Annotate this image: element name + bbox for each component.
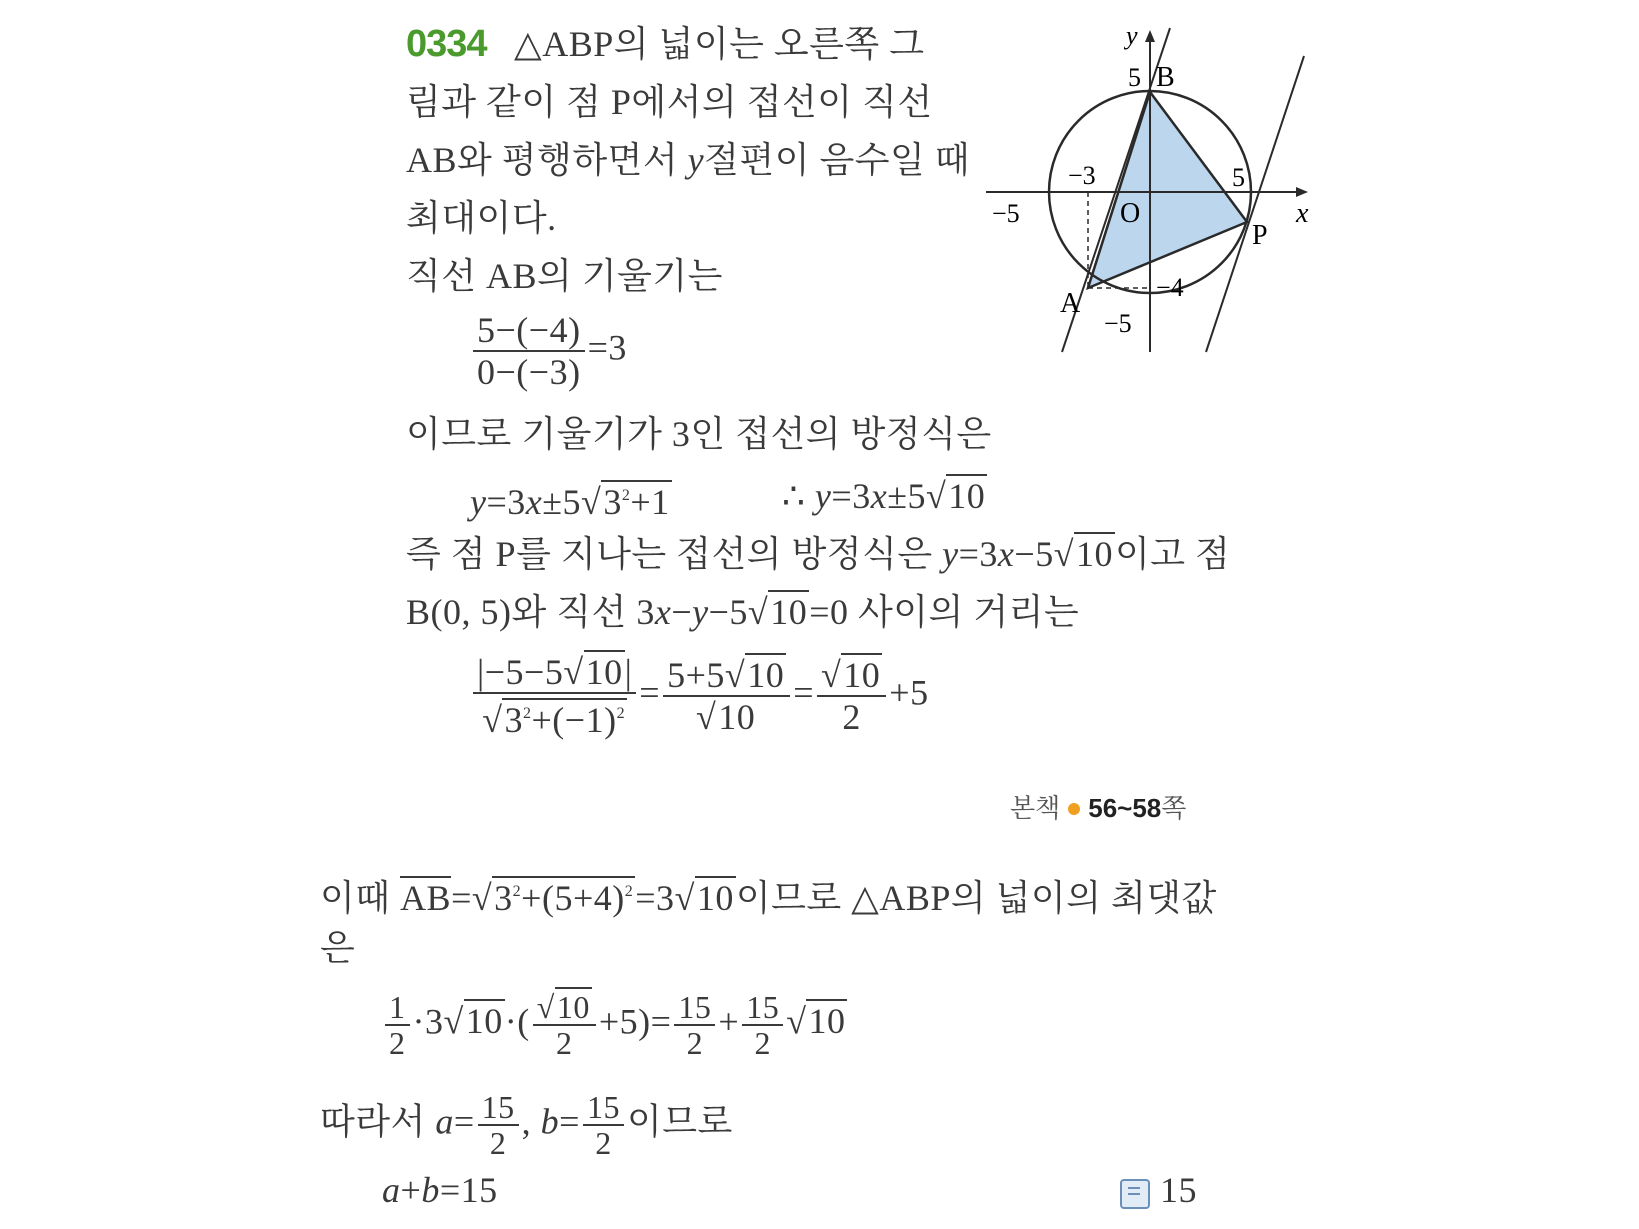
distance-fraction-3: $\frac{√10}{2}$ <box>817 655 886 737</box>
answer-value: 15 <box>1160 1170 1197 1210</box>
tick-x-neg5: −5 <box>992 199 1020 228</box>
problem-line-1 <box>406 24 924 64</box>
problem-line-2: 림과 같이 점 P에서의 접선이 직선 <box>406 82 933 122</box>
answer <box>1120 1170 1197 1210</box>
tick-neg3: −3 <box>1068 161 1096 190</box>
distance-intro: B(0, 5)와 직선 3x−y−5√10=0 사이의 거리는 <box>406 592 1080 632</box>
axis-x-label: x <box>1296 198 1309 229</box>
ab-length-line: 이때 $AB=√3^2+(5+4)^2=3√10$이므로 △ABP의 넓이의 최댓값 <box>320 878 1217 918</box>
distance-fraction-1: $\frac{|-5-5√10|}{√3^2+(-1)^2}$ <box>473 652 636 740</box>
point-b-label: B <box>1156 62 1175 93</box>
problem-line-4: 최대이다. <box>406 198 557 238</box>
axis-y-label: y <box>1126 22 1138 50</box>
intro-text: △ABP의 넓이는 오른쪽 그 <box>514 24 925 64</box>
slope-fraction: $\frac{5-(-4)}{0-(-3)}$ <box>473 310 585 392</box>
point-p-label: P <box>1252 220 1268 251</box>
slope-equation: $\frac{5-(-4)}{0-(-3)}$ =3 <box>470 310 627 392</box>
problem-line-3: AB와 평행하면서 y절편이 음수일 때 <box>406 140 971 180</box>
slope-intro: 직선 AB의 기울기는 <box>406 256 723 296</box>
tick-x-5: 5 <box>1232 163 1245 192</box>
circle-graph <box>980 22 1320 362</box>
x-axis-arrow-icon <box>1296 187 1308 197</box>
distance-equation: $\frac{|-5-5√10|}{√3^2+(-1)^2}$ = $\frac{5+5√10}{√10}$ = $\frac{√10}{2}$ +5 <box>470 652 929 740</box>
orange-dot-icon <box>1068 803 1080 815</box>
tangent-result: ∴ y=3x±5√10 <box>782 476 986 516</box>
area-equation: $\frac{1}{2}$ ·3√10·( $\frac{√10}{2}$ +5)= $\frac{15}{2}$ + $\frac{15}{2}$ √10 <box>382 990 847 1060</box>
conclusion-line: 따라서 a= $\frac{15}{2}$ , b= $\frac{15}{2}$ 이므로 <box>320 1089 733 1161</box>
tangent-equation: $y=3x\pm 5√3^2+1$ <box>470 482 670 522</box>
distance-fraction-2: $\frac{5+5√10}{√10}$ <box>663 655 790 737</box>
answer-icon <box>1120 1179 1150 1209</box>
point-a-label: A <box>1060 288 1081 319</box>
origin-label: O <box>1120 198 1141 229</box>
problem-number: 0334 <box>406 23 487 65</box>
tangent-intro: 이므로 기울기가 3인 접선의 방정식은 <box>406 414 992 454</box>
y-axis-arrow-icon <box>1145 30 1155 42</box>
tick-neg4: −4 <box>1156 273 1184 302</box>
tick-y-5: 5 <box>1128 63 1141 92</box>
page-reference: 본책 56~58쪽 <box>1010 793 1187 823</box>
tangent-at-p: 즉 점 P를 지나는 접선의 방정식은 y=3x−5√10이고 점 <box>406 534 1231 574</box>
tick-y-neg5: −5 <box>1104 309 1132 338</box>
ab-length-line-2: 은 <box>320 928 356 968</box>
final-sum: a+b=15 <box>382 1170 498 1210</box>
